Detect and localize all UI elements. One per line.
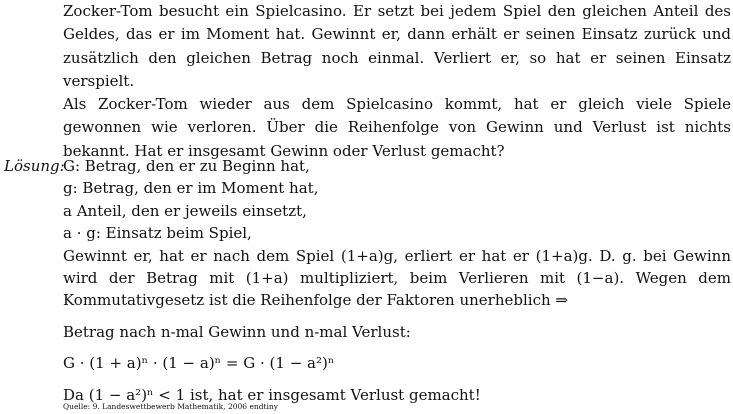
definition-G: G: Betrag, den er zu Beginn hat,	[63, 157, 310, 175]
definition-stake: a · g: Einsatz beim Spiel,	[63, 224, 252, 243]
definition-g: g: Betrag, den er im Moment hat,	[63, 179, 319, 198]
betrag-line: Betrag nach n-mal Gewinn und n-mal Verlust:	[63, 322, 411, 341]
formula-line: G · (1 + a)ⁿ · (1 − a)ⁿ = G · (1 − a²)ⁿ	[63, 354, 335, 373]
solution-explanation: Gewinnt er, hat er nach dem Spiel (1+a)g, erliert er hat er (1+a)g. D. g. bei Gewinn wird der Betrag mit (1+a) multipliziert, beim Verlieren mit (1−a). Wegen dem Kommutativgesetz ist die Reihenfolge der Faktoren unerheblich ⇒	[63, 246, 731, 310]
problem-paragraph-2: Als Zocker-Tom wieder aus dem Spielcasino kommt, hat er gleich viele Spiele gewonnen wie verloren. Über die Reihenfolge von Gewinn und Verlust ist nichts bekannt. Hat er insgesamt Gewinn oder Verlust gemacht?	[63, 95, 731, 160]
conclusion-line: Da (1 − a²)ⁿ < 1 ist, hat er insgesamt Verlust gemacht!	[63, 385, 481, 404]
problem-paragraph-1: Zocker-Tom besucht ein Spielcasino. Er setzt bei jedem Spiel den gleichen Anteil des Geldes, das er im Moment hat. Gewinnt er, dann erhält er seinen Einsatz zurück und zusätzlich den gleichen Betrag noch einmal. Verliert er, so hat er seinen Einsatz verspielt.	[63, 2, 731, 90]
problem-statement	[63, 0, 731, 163]
definition-a: a Anteil, den er jeweils einsetzt,	[63, 201, 307, 220]
source-note: Quelle: 9. Landeswettbewerb Mathematik, 2006 endtiny	[63, 402, 278, 411]
solution-label: Lösung:	[4, 157, 65, 175]
solution-body	[63, 155, 731, 406]
